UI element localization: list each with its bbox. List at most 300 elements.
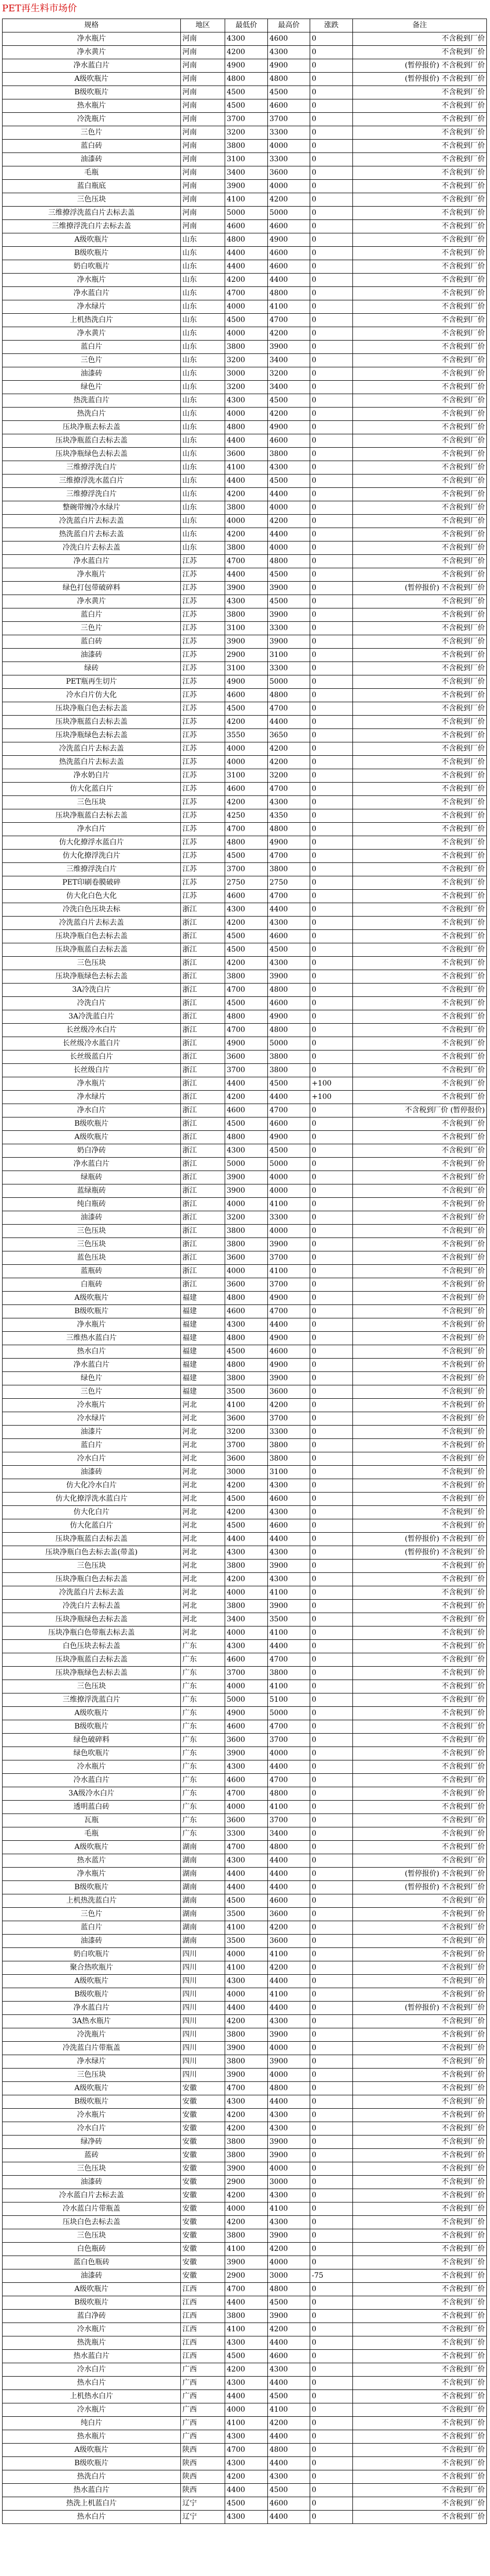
cell-note: 不含税到厂价 bbox=[353, 742, 487, 756]
cell-region: 江西 bbox=[181, 2283, 225, 2296]
cell-region: 浙江 bbox=[181, 1198, 225, 1211]
table-row bbox=[3, 1613, 487, 1626]
cell-change: 0 bbox=[310, 1345, 353, 1359]
cell-high-price: 3300 bbox=[268, 1211, 310, 1225]
cell-change: 0 bbox=[310, 1720, 353, 1734]
cell-high-price: 4600 bbox=[268, 99, 310, 113]
cell-spec: 三色片 bbox=[3, 354, 181, 367]
cell-spec: 热水瓶片 bbox=[3, 99, 181, 113]
cell-spec: 绿净砖 bbox=[3, 2136, 181, 2149]
table-row bbox=[3, 1975, 487, 1988]
table-row bbox=[3, 327, 487, 341]
cell-change: 0 bbox=[310, 2082, 353, 2095]
cell-change: 0 bbox=[310, 2069, 353, 2082]
table-row bbox=[3, 1760, 487, 1774]
cell-note: 不含税到厂价 bbox=[353, 1265, 487, 1278]
table-row bbox=[3, 1292, 487, 1305]
table-row bbox=[3, 863, 487, 876]
cell-note: 不含税到厂价 bbox=[353, 823, 487, 836]
cell-region: 河北 bbox=[181, 1560, 225, 1573]
cell-change: 0 bbox=[310, 1238, 353, 1251]
cell-high-price: 4100 bbox=[268, 1586, 310, 1600]
cell-low-price: 5000 bbox=[225, 207, 268, 220]
cell-high-price: 4700 bbox=[268, 1305, 310, 1318]
column-header-spec: 规格 bbox=[3, 19, 181, 32]
cell-note: 不含税到厂价 bbox=[353, 876, 487, 890]
cell-note: 不含税到厂价 bbox=[353, 1439, 487, 1452]
column-header-region: 地区 bbox=[181, 19, 225, 32]
cell-low-price: 4000 bbox=[225, 300, 268, 314]
cell-high-price: 4300 bbox=[268, 1546, 310, 1560]
cell-note: 不含税到厂价 bbox=[353, 1091, 487, 1104]
table-row bbox=[3, 2002, 487, 2015]
cell-note: 不含税到厂价 bbox=[353, 2457, 487, 2470]
cell-change: 0 bbox=[310, 1399, 353, 1412]
cell-spec: A级吹瓶片 bbox=[3, 1975, 181, 1988]
cell-change: 0 bbox=[310, 2202, 353, 2216]
cell-note: 不含税到厂价 bbox=[353, 32, 487, 46]
cell-high-price: 4100 bbox=[268, 1801, 310, 1814]
cell-high-price: 3900 bbox=[268, 1238, 310, 1251]
cell-change: 0 bbox=[310, 354, 353, 367]
cell-spec: 压块白色去标去盖 bbox=[3, 2216, 181, 2229]
cell-spec: 热洗蓝白片去标去盖 bbox=[3, 756, 181, 769]
cell-region: 福建 bbox=[181, 1372, 225, 1385]
table-row bbox=[3, 2136, 487, 2149]
cell-note: (暂停报价) 不含税到厂价 bbox=[353, 1546, 487, 1560]
cell-low-price: 4600 bbox=[225, 1720, 268, 1734]
cell-change: 0 bbox=[310, 675, 353, 689]
cell-high-price: 4600 bbox=[268, 32, 310, 46]
table-row bbox=[3, 2042, 487, 2055]
cell-high-price: 4200 bbox=[268, 193, 310, 207]
table-row bbox=[3, 1573, 487, 1586]
cell-note: 不含税到厂价 bbox=[353, 1667, 487, 1680]
cell-low-price: 4500 bbox=[225, 2350, 268, 2363]
cell-note: 不含税到厂价 bbox=[353, 1626, 487, 1640]
cell-region: 浙江 bbox=[181, 917, 225, 930]
cell-high-price: 4500 bbox=[268, 394, 310, 408]
cell-note: (暂停报价) 不含税到厂价 bbox=[353, 2002, 487, 2015]
cell-high-price: 4700 bbox=[268, 314, 310, 327]
cell-change: 0 bbox=[310, 943, 353, 957]
cell-low-price: 3800 bbox=[225, 140, 268, 153]
cell-note: 不含税到厂价 bbox=[353, 2149, 487, 2162]
cell-change: 0 bbox=[310, 702, 353, 716]
table-row bbox=[3, 1426, 487, 1439]
cell-low-price: 3200 bbox=[225, 1211, 268, 1225]
cell-note: 不含税到厂价 bbox=[353, 434, 487, 448]
table-row bbox=[3, 742, 487, 756]
cell-spec: 热水白片 bbox=[3, 2511, 181, 2524]
cell-change: 0 bbox=[310, 1064, 353, 1077]
table-row bbox=[3, 1359, 487, 1372]
cell-region: 安徽 bbox=[181, 2269, 225, 2283]
table-row bbox=[3, 783, 487, 796]
cell-region: 浙江 bbox=[181, 1037, 225, 1050]
cell-low-price: 4200 bbox=[225, 716, 268, 729]
cell-note: 不含税到厂价 bbox=[353, 1466, 487, 1479]
cell-spec: 冷洗蓝白片去标去盖 bbox=[3, 917, 181, 930]
cell-high-price: 4600 bbox=[268, 1345, 310, 1359]
table-row bbox=[3, 930, 487, 943]
cell-low-price: 4800 bbox=[225, 73, 268, 86]
table-row bbox=[3, 729, 487, 742]
cell-high-price: 3400 bbox=[268, 354, 310, 367]
cell-note: 不含税到厂价 bbox=[353, 1426, 487, 1439]
cell-note: 不含税到厂价 bbox=[353, 2323, 487, 2336]
cell-low-price: 4300 bbox=[225, 1640, 268, 1653]
table-row bbox=[3, 2444, 487, 2457]
cell-spec: 冷水白片 bbox=[3, 1452, 181, 1466]
cell-high-price: 3900 bbox=[268, 2229, 310, 2243]
cell-note: 不含税到厂价 bbox=[353, 1586, 487, 1600]
cell-low-price: 4000 bbox=[225, 327, 268, 341]
cell-high-price: 4700 bbox=[268, 850, 310, 863]
cell-low-price: 4300 bbox=[225, 2430, 268, 2444]
cell-region: 山东 bbox=[181, 461, 225, 474]
cell-spec: 蓝白片 bbox=[3, 1921, 181, 1935]
cell-spec: 瓦瓶 bbox=[3, 1814, 181, 1827]
cell-change: 0 bbox=[310, 1586, 353, 1600]
cell-spec: 三色压块 bbox=[3, 1238, 181, 1251]
cell-region: 河北 bbox=[181, 1506, 225, 1519]
cell-spec: 三色压块 bbox=[3, 2162, 181, 2176]
cell-spec: 冷洗瓶片 bbox=[3, 113, 181, 126]
cell-low-price: 4200 bbox=[225, 917, 268, 930]
table-row bbox=[3, 1385, 487, 1399]
cell-change: 0 bbox=[310, 2176, 353, 2189]
cell-spec: B级吹瓶片 bbox=[3, 2296, 181, 2310]
cell-high-price: 4500 bbox=[268, 2296, 310, 2310]
table-row bbox=[3, 635, 487, 649]
cell-spec: 蓝绿瓶砖 bbox=[3, 1184, 181, 1198]
cell-note: 不含税到厂价 bbox=[353, 1171, 487, 1184]
cell-spec: 3A级冷水白片 bbox=[3, 1787, 181, 1801]
cell-region: 河南 bbox=[181, 220, 225, 233]
cell-region: 江苏 bbox=[181, 796, 225, 809]
cell-change: 0 bbox=[310, 1412, 353, 1426]
cell-note: 不含税到厂价 bbox=[353, 809, 487, 823]
cell-low-price: 3800 bbox=[225, 1238, 268, 1251]
cell-change: 0 bbox=[310, 1640, 353, 1653]
cell-change: 0 bbox=[310, 2377, 353, 2390]
cell-region: 浙江 bbox=[181, 930, 225, 943]
cell-high-price: 4000 bbox=[268, 2069, 310, 2082]
cell-low-price: 4300 bbox=[225, 1854, 268, 1868]
cell-high-price: 4000 bbox=[268, 2162, 310, 2176]
cell-low-price: 2900 bbox=[225, 2176, 268, 2189]
cell-change: 0 bbox=[310, 1693, 353, 1707]
cell-change: 0 bbox=[310, 193, 353, 207]
cell-spec: A级吹瓶片 bbox=[3, 73, 181, 86]
cell-low-price: 3800 bbox=[225, 1600, 268, 1613]
cell-low-price: 3000 bbox=[225, 1466, 268, 1479]
cell-low-price: 4100 bbox=[225, 461, 268, 474]
table-row bbox=[3, 2336, 487, 2350]
cell-high-price: 4800 bbox=[268, 984, 310, 997]
cell-spec: 长丝级蓝白片 bbox=[3, 1050, 181, 1064]
cell-low-price: 4400 bbox=[225, 1077, 268, 1091]
cell-high-price: 4900 bbox=[268, 233, 310, 247]
cell-spec: 三色压块 bbox=[3, 2069, 181, 2082]
table-row bbox=[3, 2176, 487, 2189]
cell-region: 河南 bbox=[181, 99, 225, 113]
table-row bbox=[3, 153, 487, 166]
cell-note: 不含税到厂价 bbox=[353, 2069, 487, 2082]
cell-change: 0 bbox=[310, 1010, 353, 1024]
table-row bbox=[3, 1908, 487, 1921]
cell-change: 0 bbox=[310, 930, 353, 943]
cell-region: 河南 bbox=[181, 207, 225, 220]
table-row bbox=[3, 2122, 487, 2136]
price-table bbox=[2, 19, 487, 2524]
cell-high-price: 4400 bbox=[268, 274, 310, 287]
cell-change: 0 bbox=[310, 662, 353, 675]
cell-note: 不含税到厂价 bbox=[353, 1117, 487, 1131]
cell-note: 不含税到厂价 bbox=[353, 113, 487, 126]
cell-high-price: 3800 bbox=[268, 1050, 310, 1064]
cell-change: 0 bbox=[310, 180, 353, 193]
cell-region: 安徽 bbox=[181, 2149, 225, 2162]
table-row bbox=[3, 408, 487, 421]
cell-low-price: 2750 bbox=[225, 876, 268, 890]
cell-spec: 热水瓶片 bbox=[3, 2430, 181, 2444]
cell-change: 0 bbox=[310, 2015, 353, 2028]
cell-high-price: 4200 bbox=[268, 1399, 310, 1412]
table-row bbox=[3, 528, 487, 541]
cell-region: 福建 bbox=[181, 1318, 225, 1332]
table-row bbox=[3, 943, 487, 957]
cell-low-price: 4500 bbox=[225, 2497, 268, 2511]
cell-low-price: 3500 bbox=[225, 1385, 268, 1399]
cell-spec: 蓝白砖 bbox=[3, 140, 181, 153]
cell-region: 福建 bbox=[181, 1345, 225, 1359]
cell-change: 0 bbox=[310, 2457, 353, 2470]
cell-note: 不含税到厂价 bbox=[353, 1345, 487, 1359]
cell-low-price: 4200 bbox=[225, 1479, 268, 1493]
cell-region: 广东 bbox=[181, 1787, 225, 1801]
cell-low-price: 3900 bbox=[225, 2256, 268, 2269]
cell-note: 不含税到厂价 bbox=[353, 46, 487, 59]
cell-spec: 净水绿片 bbox=[3, 2055, 181, 2069]
cell-change: 0 bbox=[310, 997, 353, 1010]
cell-region: 山东 bbox=[181, 501, 225, 515]
table-row bbox=[3, 461, 487, 474]
cell-region: 浙江 bbox=[181, 1104, 225, 1117]
cell-high-price: 4700 bbox=[268, 702, 310, 716]
cell-spec: 蓝砖 bbox=[3, 2149, 181, 2162]
cell-change: 0 bbox=[310, 1667, 353, 1680]
cell-change: 0 bbox=[310, 408, 353, 421]
cell-high-price: 3800 bbox=[268, 448, 310, 461]
cell-spec: 冷水蓝白片带瓶盖 bbox=[3, 2202, 181, 2216]
cell-low-price: 3200 bbox=[225, 354, 268, 367]
cell-note: 不含税到厂价 bbox=[353, 863, 487, 876]
cell-change: 0 bbox=[310, 2310, 353, 2323]
cell-region: 湖南 bbox=[181, 1854, 225, 1868]
cell-spec: 三色压块 bbox=[3, 2229, 181, 2243]
cell-spec: A级吹瓶片 bbox=[3, 2444, 181, 2457]
cell-change: 0 bbox=[310, 1680, 353, 1693]
cell-low-price: 4500 bbox=[225, 1493, 268, 1506]
cell-region: 辽宁 bbox=[181, 2497, 225, 2511]
table-row bbox=[3, 1854, 487, 1868]
cell-region: 湖南 bbox=[181, 1921, 225, 1935]
cell-note: 不含税到厂价 bbox=[353, 702, 487, 716]
cell-region: 四川 bbox=[181, 2028, 225, 2042]
table-row bbox=[3, 662, 487, 675]
cell-spec: B级吹瓶片 bbox=[3, 247, 181, 260]
cell-low-price: 4400 bbox=[225, 568, 268, 582]
cell-region: 安徽 bbox=[181, 2176, 225, 2189]
cell-region: 湖南 bbox=[181, 1894, 225, 1908]
cell-change: 0 bbox=[310, 2336, 353, 2350]
cell-change: 0 bbox=[310, 769, 353, 783]
cell-note: 不含税到厂价 bbox=[353, 836, 487, 850]
cell-change: 0 bbox=[310, 2283, 353, 2296]
table-row bbox=[3, 2296, 487, 2310]
cell-high-price: 3700 bbox=[268, 1412, 310, 1426]
cell-low-price: 4500 bbox=[225, 1345, 268, 1359]
cell-note: 不含税到厂价 bbox=[353, 2028, 487, 2042]
cell-low-price: 4900 bbox=[225, 1037, 268, 1050]
cell-high-price: 4200 bbox=[268, 2243, 310, 2256]
table-row bbox=[3, 1024, 487, 1037]
cell-region: 河南 bbox=[181, 59, 225, 73]
cell-change: 0 bbox=[310, 783, 353, 796]
cell-region: 江苏 bbox=[181, 608, 225, 622]
cell-change: 0 bbox=[310, 622, 353, 635]
cell-low-price: 4700 bbox=[225, 2082, 268, 2095]
table-row bbox=[3, 809, 487, 823]
cell-high-price: 4300 bbox=[268, 2216, 310, 2229]
cell-low-price: 3800 bbox=[225, 501, 268, 515]
cell-region: 湖南 bbox=[181, 1935, 225, 1948]
cell-region: 广东 bbox=[181, 1667, 225, 1680]
cell-spec: 净水白片 bbox=[3, 1104, 181, 1117]
cell-note: 不含税到厂价 bbox=[353, 2042, 487, 2055]
cell-change: 0 bbox=[310, 1707, 353, 1720]
cell-high-price: 4300 bbox=[268, 1506, 310, 1519]
cell-change: 0 bbox=[310, 689, 353, 702]
cell-change: 0 bbox=[310, 2229, 353, 2243]
cell-note: 不含税到厂价 bbox=[353, 1827, 487, 1841]
cell-change: 0 bbox=[310, 247, 353, 260]
cell-region: 河北 bbox=[181, 1479, 225, 1493]
cell-note: 不含税到厂价 bbox=[353, 220, 487, 233]
cell-region: 江西 bbox=[181, 2336, 225, 2350]
cell-low-price: 4400 bbox=[225, 2390, 268, 2403]
table-row bbox=[3, 1399, 487, 1412]
table-row bbox=[3, 166, 487, 180]
cell-high-price: 4900 bbox=[268, 1010, 310, 1024]
cell-high-price: 3700 bbox=[268, 1251, 310, 1265]
cell-change: 0 bbox=[310, 32, 353, 46]
cell-high-price: 4500 bbox=[268, 1077, 310, 1091]
table-row bbox=[3, 1533, 487, 1546]
cell-change: 0 bbox=[310, 59, 353, 73]
cell-region: 山东 bbox=[181, 300, 225, 314]
cell-note: 不含税到厂价 bbox=[353, 99, 487, 113]
table-row bbox=[3, 1211, 487, 1225]
cell-change: 0 bbox=[310, 2390, 353, 2403]
cell-change: 0 bbox=[310, 1519, 353, 1533]
cell-change: 0 bbox=[310, 1479, 353, 1493]
cell-low-price: 4900 bbox=[225, 59, 268, 73]
cell-low-price: 3500 bbox=[225, 1908, 268, 1921]
cell-spec: PET印刷卷膜破碎 bbox=[3, 876, 181, 890]
cell-spec: A级吹瓶片 bbox=[3, 2283, 181, 2296]
cell-change: 0 bbox=[310, 2122, 353, 2136]
cell-region: 广东 bbox=[181, 1707, 225, 1720]
cell-region: 广东 bbox=[181, 1814, 225, 1827]
cell-region: 山东 bbox=[181, 434, 225, 448]
cell-note: 不含税到厂价 bbox=[353, 1493, 487, 1506]
table-row bbox=[3, 73, 487, 86]
cell-region: 山东 bbox=[181, 260, 225, 274]
cell-low-price: 4700 bbox=[225, 287, 268, 300]
table-row bbox=[3, 702, 487, 716]
cell-note: 不含税到厂价 bbox=[353, 1318, 487, 1332]
table-row bbox=[3, 957, 487, 970]
cell-spec: 冷水蓝白片 bbox=[3, 1774, 181, 1787]
cell-low-price: 4300 bbox=[225, 903, 268, 917]
cell-spec: 净水黄片 bbox=[3, 595, 181, 608]
cell-change: 0 bbox=[310, 1024, 353, 1037]
table-row bbox=[3, 1881, 487, 1894]
cell-note: 不含税到厂价 bbox=[353, 367, 487, 381]
table-row bbox=[3, 1104, 487, 1117]
cell-low-price: 3800 bbox=[225, 2028, 268, 2042]
cell-spec: 压块净瓶蓝白去标去盖 bbox=[3, 809, 181, 823]
cell-low-price: 4100 bbox=[225, 1399, 268, 1412]
cell-high-price: 4200 bbox=[268, 1961, 310, 1975]
cell-low-price: 4700 bbox=[225, 2283, 268, 2296]
cell-spec: 蓝色压块 bbox=[3, 1251, 181, 1265]
cell-spec: 三维撩浮洗白片 bbox=[3, 488, 181, 501]
cell-region: 江苏 bbox=[181, 729, 225, 742]
table-row bbox=[3, 274, 487, 287]
cell-note: 不含税到厂价 bbox=[353, 1573, 487, 1586]
cell-region: 广东 bbox=[181, 1680, 225, 1693]
cell-low-price: 4800 bbox=[225, 1010, 268, 1024]
cell-high-price: 3700 bbox=[268, 1814, 310, 1827]
cell-spec: 蓝瓶砖 bbox=[3, 1265, 181, 1278]
cell-high-price: 3100 bbox=[268, 649, 310, 662]
cell-region: 浙江 bbox=[181, 1024, 225, 1037]
cell-note: 不含税到厂价 bbox=[353, 2216, 487, 2229]
cell-region: 陕西 bbox=[181, 2457, 225, 2470]
cell-region: 安徽 bbox=[181, 2109, 225, 2122]
cell-high-price: 3650 bbox=[268, 729, 310, 742]
cell-high-price: 4600 bbox=[268, 1894, 310, 1908]
cell-region: 广东 bbox=[181, 1653, 225, 1667]
cell-change: 0 bbox=[310, 903, 353, 917]
cell-spec: 压块净瓶蓝白去标去盖 bbox=[3, 943, 181, 957]
cell-region: 山东 bbox=[181, 421, 225, 434]
cell-region: 山东 bbox=[181, 408, 225, 421]
cell-high-price: 4400 bbox=[268, 1975, 310, 1988]
cell-low-price: 4100 bbox=[225, 2323, 268, 2336]
cell-high-price: 4400 bbox=[268, 1533, 310, 1546]
cell-note: 不含税到厂价 bbox=[353, 608, 487, 622]
cell-note: 不含税到厂价 bbox=[353, 2082, 487, 2095]
cell-low-price: 3600 bbox=[225, 1814, 268, 1827]
cell-note: 不含税到厂价 bbox=[353, 568, 487, 582]
cell-high-price: 4600 bbox=[268, 2497, 310, 2511]
table-row bbox=[3, 2470, 487, 2484]
